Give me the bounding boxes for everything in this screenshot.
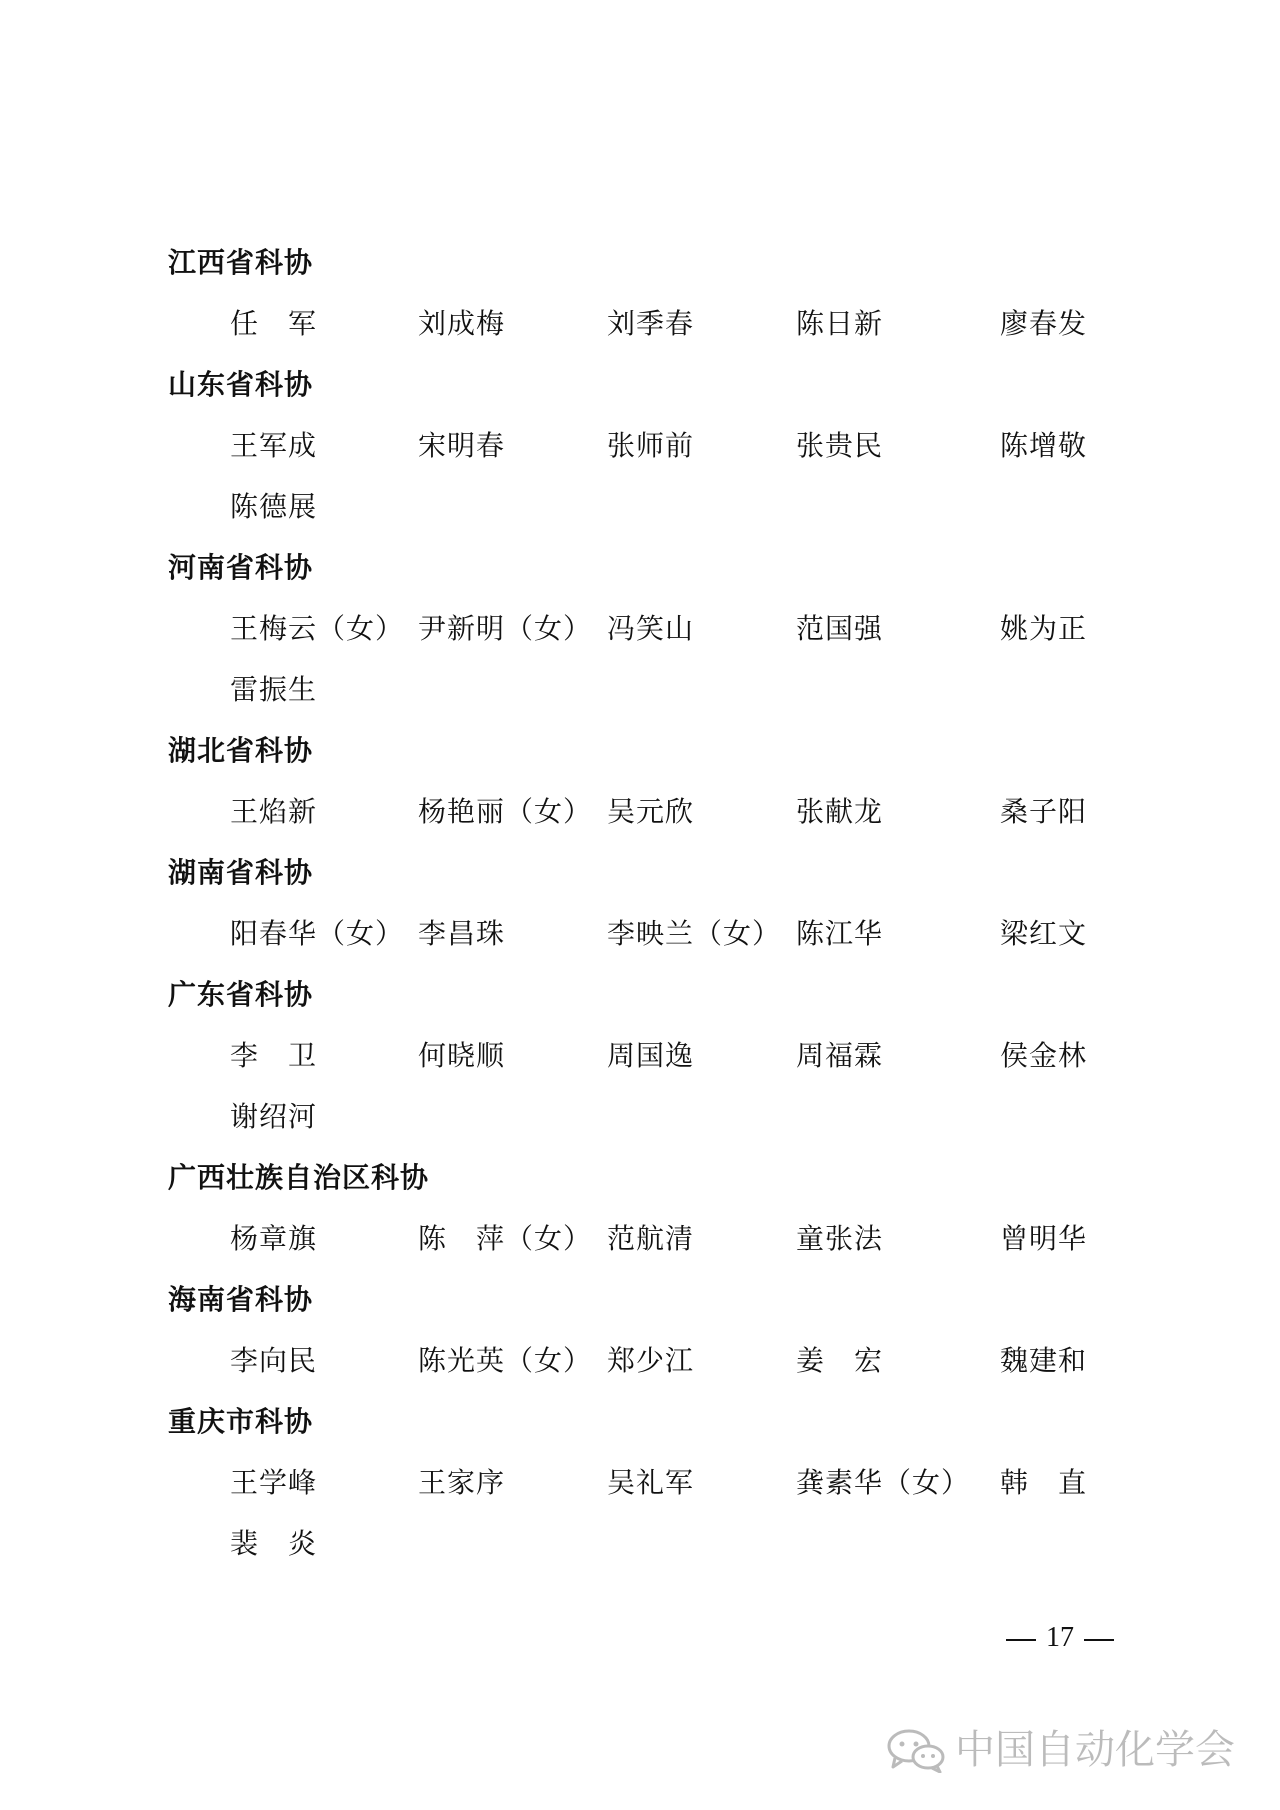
page-number-value: 17	[1046, 1622, 1074, 1653]
member-name: 陈 萍（女）	[418, 1222, 593, 1255]
org-heading: 湖南省科协	[168, 856, 314, 889]
org-heading: 海南省科协	[168, 1283, 314, 1316]
name-row	[168, 781, 1128, 842]
name-row	[168, 293, 1128, 354]
name-row	[168, 476, 1128, 537]
watermark	[885, 1722, 1235, 1778]
member-name: 陈德展	[230, 490, 318, 523]
member-name: 刘季春	[607, 307, 695, 340]
name-row	[168, 1513, 1128, 1574]
member-name: 范航清	[607, 1222, 695, 1255]
org-heading: 江西省科协	[168, 246, 314, 279]
member-name: 张献龙	[796, 795, 884, 828]
member-name: 李昌珠	[418, 917, 506, 950]
member-name: 龚素华（女）	[796, 1466, 971, 1499]
member-name: 张贵民	[796, 429, 884, 462]
member-name: 曾明华	[1000, 1222, 1088, 1255]
member-name: 桑子阳	[1000, 795, 1088, 828]
org-heading: 湖北省科协	[168, 734, 314, 767]
member-name: 冯笑山	[607, 612, 695, 645]
member-name: 王学峰	[230, 1466, 318, 1499]
wechat-icon	[885, 1727, 947, 1773]
member-name: 王家序	[418, 1466, 506, 1499]
member-name: 魏建和	[1000, 1344, 1088, 1377]
member-name: 雷振生	[230, 673, 318, 706]
org-heading: 山东省科协	[168, 368, 314, 401]
member-name: 李映兰（女）	[607, 917, 782, 950]
name-row	[168, 903, 1128, 964]
member-name: 李 卫	[230, 1039, 318, 1072]
member-name: 尹新明（女）	[418, 612, 593, 645]
member-name: 任 军	[230, 307, 318, 340]
member-name: 李向民	[230, 1344, 318, 1377]
member-name: 韩 直	[1000, 1466, 1088, 1499]
member-name: 姜 宏	[796, 1344, 884, 1377]
member-name: 范国强	[796, 612, 884, 645]
org-heading: 河南省科协	[168, 551, 314, 584]
member-name: 周国逸	[607, 1039, 695, 1072]
member-name: 谢绍河	[230, 1100, 318, 1133]
name-row	[168, 1330, 1128, 1391]
page-number-left-dash	[1006, 1639, 1036, 1641]
member-name: 陈日新	[796, 307, 884, 340]
member-name: 刘成梅	[418, 307, 506, 340]
member-name: 梁红文	[1000, 917, 1088, 950]
name-row	[168, 659, 1128, 720]
name-list	[168, 232, 1128, 1574]
org-heading: 广东省科协	[168, 978, 314, 1011]
member-name: 廖春发	[1000, 307, 1088, 340]
org-heading: 重庆市科协	[168, 1405, 314, 1438]
member-name: 王焰新	[230, 795, 318, 828]
member-name: 杨章旗	[230, 1222, 318, 1255]
member-name: 杨艳丽（女）	[418, 795, 593, 828]
member-name: 阳春华（女）	[230, 917, 405, 950]
name-row	[168, 1025, 1128, 1086]
member-name: 郑少江	[607, 1344, 695, 1377]
member-name: 何晓顺	[418, 1039, 506, 1072]
name-row	[168, 1086, 1128, 1147]
member-name: 王梅云（女）	[230, 612, 405, 645]
member-name: 陈江华	[796, 917, 884, 950]
member-name: 王军成	[230, 429, 318, 462]
member-name: 吴元欣	[607, 795, 695, 828]
name-row	[168, 415, 1128, 476]
name-row	[168, 1208, 1128, 1269]
member-name: 裴 炎	[230, 1527, 318, 1560]
member-name: 童张法	[796, 1222, 884, 1255]
name-row	[168, 1452, 1128, 1513]
page-number-right-dash	[1084, 1639, 1114, 1641]
member-name: 宋明春	[418, 429, 506, 462]
name-row	[168, 598, 1128, 659]
member-name: 侯金林	[1000, 1039, 1088, 1072]
member-name: 吴礼军	[607, 1466, 695, 1499]
member-name: 姚为正	[1000, 612, 1088, 645]
member-name: 陈增敬	[1000, 429, 1088, 462]
member-name: 周福霖	[796, 1039, 884, 1072]
watermark-text: 中国自动化学会	[955, 1727, 1235, 1773]
org-heading: 广西壮族自治区科协	[168, 1161, 430, 1194]
page-number	[1006, 1618, 1114, 1658]
member-name: 张师前	[607, 429, 695, 462]
member-name: 陈光英（女）	[418, 1344, 593, 1377]
